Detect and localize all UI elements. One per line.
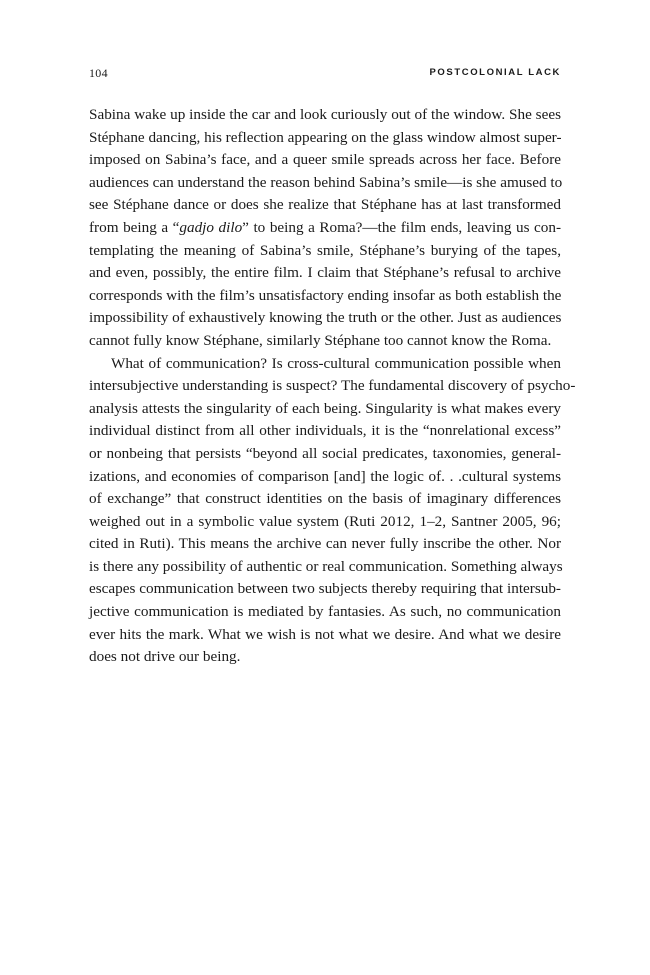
text-line: ever hits the mark. What we wish is not what we desire. And what we desire	[89, 625, 561, 643]
running-head	[89, 66, 561, 80]
text-line: templating the meaning of Sabina’s smile, Stéphane’s burying of the tapes,	[89, 241, 561, 259]
chapter-title: POSTCOLONIAL LACK	[429, 67, 561, 78]
text-line: does not drive our being.	[89, 648, 241, 666]
text-line: of exchange” that construct identities on the basis of imaginary differences	[89, 490, 561, 508]
body-text	[89, 104, 576, 669]
text-line: audiences can understand the reason behind Sabina’s smile—is she amused to	[89, 173, 563, 191]
text-line: Sabina wake up inside the car and look curiously out of the window. She sees	[89, 106, 561, 123]
text-line: is there any possibility of authentic or real communication. Something always	[89, 557, 563, 575]
text-line: see Stéphane dance or does she realize that Stéphane has at last transformed	[89, 196, 561, 214]
paragraph-1	[89, 104, 561, 353]
paragraph-2	[89, 353, 576, 669]
text-line: analysis attests the singularity of each being. Singularity is what makes every	[89, 399, 561, 417]
text-line: What of communication? Is cross-cultural communication possible when	[111, 354, 561, 372]
text-line: or nonbeing that persists “beyond all social predicates, taxonomies, general-	[89, 444, 561, 462]
text-line: individual distinct from all other individuals, it is the “nonrelational excess”	[89, 422, 561, 440]
italic-term: gadjo dilo	[179, 218, 243, 236]
text-line: jective communication is mediated by fantasies. As such, no communication	[89, 603, 561, 621]
text-line: escapes communication between two subjects thereby requiring that intersub-	[89, 580, 561, 598]
text-line: weighed out in a symbolic value system (Ruti 2012, 1–2, Santner 2005, 96;	[89, 512, 561, 530]
text-line: intersubjective understanding is suspect? The fundamental discovery of psycho-	[89, 377, 576, 395]
text-line	[89, 217, 561, 240]
text-line: cannot fully know Stéphane, similarly Stéphane too cannot know the Roma.	[89, 331, 552, 349]
text-line: impossibility of exhaustively knowing the truth or the other. Just as audiences	[89, 309, 562, 327]
text-line: cited in Ruti). This means the archive can never fully inscribe the other. Nor	[89, 535, 561, 553]
text-segment: ” to being a Roma?—the film ends, leaving us con-	[242, 218, 562, 236]
text-line: and even, possibly, the entire film. I claim that Stéphane’s refusal to archive	[89, 264, 561, 282]
text-line: Stéphane dancing, his reflection appearing on the glass window almost super-	[89, 128, 562, 146]
page-number: 104	[89, 66, 108, 80]
text-line: izations, and economies of comparison [and] the logic of. . .cultural systems	[89, 467, 561, 485]
text-segment: from being a “	[89, 218, 180, 236]
text-line: corresponds with the film’s unsatisfactory ending insofar as both establish the	[89, 286, 562, 304]
text-line: imposed on Sabina’s face, and a queer smile spreads across her face. Before	[89, 151, 561, 169]
